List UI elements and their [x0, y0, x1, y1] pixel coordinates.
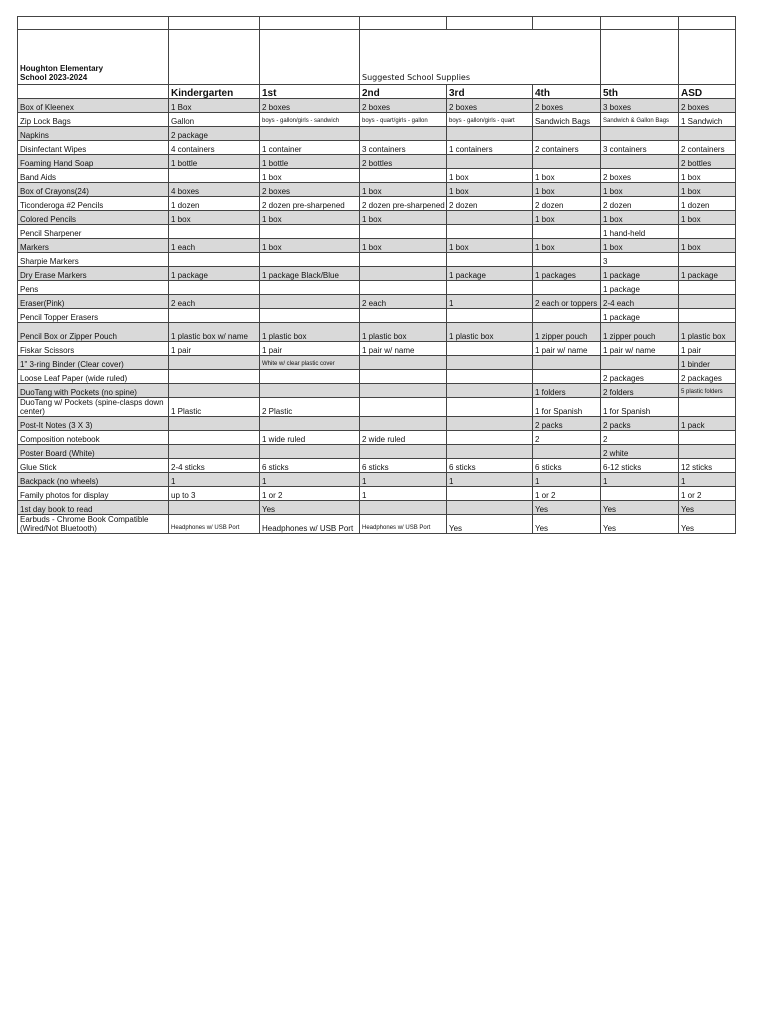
supply-item-label: Band Aids — [18, 169, 169, 183]
supply-item-label: Box of Kleenex — [18, 99, 169, 113]
grade-header: 5th — [601, 85, 679, 99]
table-row — [18, 417, 736, 431]
table-row — [18, 211, 736, 225]
supply-item-label: Box of Crayons(24) — [18, 183, 169, 197]
supply-quantity-cell: 2 dozen — [447, 197, 533, 211]
supply-quantity-cell: 1 box — [533, 239, 601, 253]
supply-quantity-cell: 1 binder — [679, 356, 736, 370]
supply-quantity-cell — [260, 309, 360, 323]
supply-quantity-cell: 1 each — [169, 239, 260, 253]
supply-quantity-cell: Yes — [601, 501, 679, 515]
supply-quantity-cell: 3 containers — [601, 141, 679, 155]
supply-quantity-cell: 1 pair w/ name — [360, 342, 447, 356]
supply-quantity-cell: 1 box — [447, 183, 533, 197]
supply-quantity-cell: 1 package — [447, 267, 533, 281]
supply-quantity-cell — [169, 309, 260, 323]
supply-quantity-cell: 1 box — [260, 169, 360, 183]
supply-quantity-cell — [679, 309, 736, 323]
supply-quantity-cell: Yes — [533, 501, 601, 515]
supply-quantity-cell: 1 box — [533, 183, 601, 197]
table-row — [18, 113, 736, 127]
supply-quantity-cell — [601, 487, 679, 501]
supply-item-label: Napkins — [18, 127, 169, 141]
supply-quantity-cell: 1 package Black/Blue — [260, 267, 360, 281]
supply-quantity-cell: 1 dozen — [679, 197, 736, 211]
supply-quantity-cell: 2 bottles — [679, 155, 736, 169]
supply-quantity-cell: 1 box — [447, 169, 533, 183]
supply-quantity-cell — [533, 281, 601, 295]
supply-quantity-cell: 1 box — [601, 183, 679, 197]
supply-quantity-cell — [169, 370, 260, 384]
supply-quantity-cell: 2 packs — [601, 417, 679, 431]
supply-quantity-cell: 1 pair — [260, 342, 360, 356]
table-row — [18, 99, 736, 113]
table-row — [18, 253, 736, 267]
supply-item-label: Ticonderoga #2 Pencils — [18, 197, 169, 211]
supply-quantity-cell — [601, 155, 679, 169]
spacer-row — [18, 17, 736, 30]
supply-quantity-cell: 1 package — [601, 309, 679, 323]
supply-quantity-cell — [679, 431, 736, 445]
supply-quantity-cell — [679, 225, 736, 239]
supply-item-label: Sharpie Markers — [18, 253, 169, 267]
supply-quantity-cell: 2 — [601, 431, 679, 445]
supply-quantity-cell: 2 dozen — [533, 197, 601, 211]
supply-quantity-cell: 2 boxes — [360, 99, 447, 113]
supply-item-label: Disinfectant Wipes — [18, 141, 169, 155]
supply-quantity-cell: 2 Plastic — [260, 398, 360, 417]
supply-quantity-cell — [360, 384, 447, 398]
supply-quantity-cell — [447, 127, 533, 141]
supply-table — [17, 16, 736, 534]
supply-item-label: Markers — [18, 239, 169, 253]
supply-quantity-cell — [169, 431, 260, 445]
supply-quantity-cell — [260, 417, 360, 431]
supply-quantity-cell — [260, 253, 360, 267]
supply-quantity-cell: Sandwich Bags — [533, 113, 601, 127]
supply-quantity-cell — [169, 501, 260, 515]
supply-quantity-cell — [447, 281, 533, 295]
supply-quantity-cell: 2 boxes — [260, 99, 360, 113]
supply-quantity-cell: 1 Sandwich — [679, 113, 736, 127]
supply-quantity-cell — [447, 309, 533, 323]
supply-quantity-cell: 1 box — [169, 211, 260, 225]
supply-quantity-cell: 4 containers — [169, 141, 260, 155]
table-row — [18, 459, 736, 473]
supply-quantity-cell: 1 zipper pouch — [533, 323, 601, 342]
supply-quantity-cell: Yes — [601, 515, 679, 534]
supply-quantity-cell: 1 box — [360, 183, 447, 197]
supply-quantity-cell — [360, 309, 447, 323]
supply-quantity-cell — [169, 281, 260, 295]
supply-item-label: 1" 3-ring Binder (Clear cover) — [18, 356, 169, 370]
supply-item-label: Pens — [18, 281, 169, 295]
supply-quantity-cell — [447, 225, 533, 239]
supply-quantity-cell — [447, 445, 533, 459]
table-row — [18, 323, 736, 342]
supply-quantity-cell: Headphones w/ USB Port — [260, 515, 360, 534]
supply-quantity-cell: 1 Box — [169, 99, 260, 113]
supply-quantity-cell — [260, 384, 360, 398]
supply-quantity-cell: 2 boxes — [260, 183, 360, 197]
table-row — [18, 239, 736, 253]
supply-quantity-cell: 1 box — [360, 211, 447, 225]
grade-header: 2nd — [360, 85, 447, 99]
supply-quantity-cell — [447, 155, 533, 169]
supply-quantity-cell: 1 plastic box — [360, 323, 447, 342]
supply-quantity-cell — [533, 356, 601, 370]
table-row — [18, 309, 736, 323]
supply-quantity-cell — [260, 370, 360, 384]
table-row — [18, 370, 736, 384]
grade-header: ASD — [679, 85, 736, 99]
table-row — [18, 295, 736, 309]
supply-quantity-cell: Gallon — [169, 113, 260, 127]
supply-quantity-cell: 1 container — [260, 141, 360, 155]
supply-quantity-cell: 1 or 2 — [679, 487, 736, 501]
supply-quantity-cell — [679, 253, 736, 267]
supply-quantity-cell: 1 dozen — [169, 197, 260, 211]
supply-quantity-cell: 6 sticks — [533, 459, 601, 473]
supply-item-label: Loose Leaf Paper (wide ruled) — [18, 370, 169, 384]
table-row — [18, 127, 736, 141]
supply-quantity-cell: boys - gallon/girls - sandwich — [260, 113, 360, 127]
supply-quantity-cell: 1 box — [679, 169, 736, 183]
supply-quantity-cell: 3 boxes — [601, 99, 679, 113]
grade-header: Kindergarten — [169, 85, 260, 99]
supply-quantity-cell: 1 for Spanish — [601, 398, 679, 417]
supply-quantity-cell: 1 — [447, 473, 533, 487]
supply-quantity-cell: Headphones w/ USB Port — [169, 515, 260, 534]
supply-quantity-cell: 1 box — [260, 211, 360, 225]
supply-quantity-cell — [360, 370, 447, 384]
supply-item-label: Dry Erase Markers — [18, 267, 169, 281]
table-row — [18, 225, 736, 239]
title-row — [18, 30, 736, 85]
supply-quantity-cell: 1 plastic box — [679, 323, 736, 342]
supply-quantity-cell: 2 packs — [533, 417, 601, 431]
supply-quantity-cell: 12 sticks — [679, 459, 736, 473]
supply-quantity-cell — [260, 225, 360, 239]
supply-quantity-cell: 2 boxes — [679, 99, 736, 113]
table-row — [18, 342, 736, 356]
supply-quantity-cell: 1 — [447, 295, 533, 309]
supply-quantity-cell — [533, 253, 601, 267]
supply-quantity-cell: 1 box — [447, 239, 533, 253]
school-name-line2: School 2023-2024 — [20, 73, 88, 82]
table-row — [18, 398, 736, 417]
supply-quantity-cell: 1 — [601, 473, 679, 487]
supply-item-label: Foaming Hand Soap — [18, 155, 169, 169]
supply-item-label: Earbuds - Chrome Book Compatible (Wired/Not Bluetooth) — [18, 515, 169, 534]
supply-quantity-cell — [360, 267, 447, 281]
supply-quantity-cell: 1 package — [601, 267, 679, 281]
supply-quantity-cell: 2 boxes — [601, 169, 679, 183]
supply-quantity-cell — [533, 127, 601, 141]
supply-quantity-cell — [360, 501, 447, 515]
supply-quantity-cell: 1 box — [679, 211, 736, 225]
supply-quantity-cell: 2 package — [169, 127, 260, 141]
supply-item-label: Pencil Sharpener — [18, 225, 169, 239]
supply-item-label: Pencil Box or Zipper Pouch — [18, 323, 169, 342]
supply-quantity-cell — [679, 398, 736, 417]
supply-item-label: Pencil Topper Erasers — [18, 309, 169, 323]
supply-quantity-cell: 1 box — [360, 239, 447, 253]
supply-quantity-cell — [447, 398, 533, 417]
supply-quantity-cell — [447, 501, 533, 515]
table-row — [18, 155, 736, 169]
supply-item-label: Fiskar Scissors — [18, 342, 169, 356]
supply-item-label: Zip Lock Bags — [18, 113, 169, 127]
supply-quantity-cell: 1 box — [679, 183, 736, 197]
supply-quantity-cell — [360, 445, 447, 459]
supply-quantity-cell: 1 plastic box — [260, 323, 360, 342]
supply-quantity-cell — [260, 281, 360, 295]
supply-quantity-cell — [679, 127, 736, 141]
supply-quantity-cell: 6 sticks — [260, 459, 360, 473]
supply-quantity-cell: 1 pair w/ name — [533, 342, 601, 356]
supply-quantity-cell: 1 — [679, 473, 736, 487]
supply-quantity-cell: 2 folders — [601, 384, 679, 398]
supply-quantity-cell: 2 white — [601, 445, 679, 459]
table-row — [18, 141, 736, 155]
supply-quantity-cell: 1 — [533, 473, 601, 487]
supply-quantity-cell: 1 — [260, 473, 360, 487]
supply-quantity-cell: 2 dozen pre-sharpened — [360, 197, 447, 211]
supply-quantity-cell: 1 plastic box — [447, 323, 533, 342]
supply-quantity-cell — [601, 127, 679, 141]
supply-quantity-cell: boys - quart/girls - gallon — [360, 113, 447, 127]
table-row — [18, 356, 736, 370]
supply-quantity-cell — [533, 445, 601, 459]
school-name-line1: Houghton Elementary — [20, 64, 104, 73]
supply-quantity-cell: 2 bottles — [360, 155, 447, 169]
supply-item-label: DuoTang with Pockets (no spine) — [18, 384, 169, 398]
table-row — [18, 384, 736, 398]
page-title: Suggested School Supplies — [360, 30, 601, 85]
supply-quantity-cell — [260, 445, 360, 459]
grade-header: 3rd — [447, 85, 533, 99]
supply-quantity-cell — [360, 417, 447, 431]
supply-quantity-cell — [260, 127, 360, 141]
supply-quantity-cell: Yes — [679, 515, 736, 534]
supply-quantity-cell: 3 containers — [360, 141, 447, 155]
supply-quantity-cell — [601, 356, 679, 370]
supply-quantity-cell: 1 — [360, 487, 447, 501]
supply-quantity-cell: 2 containers — [533, 141, 601, 155]
supply-quantity-cell: 1 box — [533, 211, 601, 225]
supply-quantity-cell — [360, 281, 447, 295]
supply-quantity-cell: 2 containers — [679, 141, 736, 155]
supply-item-label: Poster Board (White) — [18, 445, 169, 459]
supply-quantity-cell: Headphones w/ USB Port — [360, 515, 447, 534]
supply-quantity-cell — [679, 281, 736, 295]
supply-quantity-cell: 1 Plastic — [169, 398, 260, 417]
table-row — [18, 515, 736, 534]
supply-quantity-cell: 2 dozen pre-sharpened — [260, 197, 360, 211]
supply-quantity-cell: 1 pair w/ name — [601, 342, 679, 356]
supply-quantity-cell — [169, 417, 260, 431]
supply-quantity-cell: 2 wide ruled — [360, 431, 447, 445]
supply-quantity-cell: 1 or 2 — [533, 487, 601, 501]
supply-quantity-cell: 1 box — [601, 239, 679, 253]
supply-quantity-cell: Yes — [679, 501, 736, 515]
supply-quantity-cell: 1 — [169, 473, 260, 487]
supply-quantity-cell — [679, 445, 736, 459]
supply-quantity-cell: 1 box — [601, 211, 679, 225]
table-row — [18, 281, 736, 295]
school-name — [18, 30, 169, 85]
supply-quantity-cell — [533, 155, 601, 169]
supply-quantity-cell — [360, 225, 447, 239]
supply-quantity-cell — [447, 370, 533, 384]
supply-quantity-cell: 1 box — [679, 239, 736, 253]
grade-header: 4th — [533, 85, 601, 99]
supply-quantity-cell — [169, 384, 260, 398]
supply-item-label: Backpack (no wheels) — [18, 473, 169, 487]
supply-quantity-cell — [447, 342, 533, 356]
supply-quantity-cell: 1 packages — [533, 267, 601, 281]
grade-header: 1st — [260, 85, 360, 99]
supply-item-label: DuoTang w/ Pockets (spine-clasps down center) — [18, 398, 169, 417]
supply-quantity-cell — [360, 253, 447, 267]
supply-quantity-cell — [169, 445, 260, 459]
supply-quantity-cell: Yes — [533, 515, 601, 534]
supply-quantity-cell: 1 containers — [447, 141, 533, 155]
supply-quantity-cell — [447, 384, 533, 398]
supply-quantity-cell — [533, 370, 601, 384]
supply-quantity-cell — [447, 417, 533, 431]
supply-quantity-cell: 1 pair — [679, 342, 736, 356]
supply-item-label: Composition notebook — [18, 431, 169, 445]
supply-quantity-cell — [260, 295, 360, 309]
supply-quantity-cell — [533, 309, 601, 323]
supply-quantity-cell: 1 package — [679, 267, 736, 281]
supply-quantity-cell: 1 bottle — [169, 155, 260, 169]
supply-quantity-cell: 3 — [601, 253, 679, 267]
supply-item-label: Eraser(Pink) — [18, 295, 169, 309]
supply-quantity-cell: 2 packages — [679, 370, 736, 384]
supply-quantity-cell — [169, 225, 260, 239]
item-column-header — [18, 85, 169, 99]
table-row — [18, 197, 736, 211]
supply-quantity-cell: 1 bottle — [260, 155, 360, 169]
supply-quantity-cell: Sandwich & Gallon Bags — [601, 113, 679, 127]
supply-quantity-cell: 1 or 2 — [260, 487, 360, 501]
supply-item-label: 1st day book to read — [18, 501, 169, 515]
table-row — [18, 501, 736, 515]
supply-quantity-cell: 1 box — [533, 169, 601, 183]
table-row — [18, 473, 736, 487]
supply-quantity-cell: White w/ clear plastic cover — [260, 356, 360, 370]
supply-quantity-cell: 5 plastic folders — [679, 384, 736, 398]
supply-quantity-cell: 1 package — [601, 281, 679, 295]
table-row — [18, 267, 736, 281]
supply-quantity-cell: 2 — [533, 431, 601, 445]
supply-quantity-cell: 1 — [360, 473, 447, 487]
supply-quantity-cell: 1 box — [260, 239, 360, 253]
supply-quantity-cell: 6 sticks — [447, 459, 533, 473]
supply-quantity-cell — [447, 211, 533, 225]
supply-quantity-cell: 1 for Spanish — [533, 398, 601, 417]
supply-quantity-cell — [447, 356, 533, 370]
supply-quantity-cell: 2 boxes — [533, 99, 601, 113]
table-row — [18, 169, 736, 183]
supply-quantity-cell — [360, 169, 447, 183]
supply-quantity-cell: 1 folders — [533, 384, 601, 398]
supply-quantity-cell: 6 sticks — [360, 459, 447, 473]
supply-quantity-cell: up to 3 — [169, 487, 260, 501]
supply-quantity-cell: 1 pair — [169, 342, 260, 356]
table-row — [18, 431, 736, 445]
supply-quantity-cell: 1 zipper pouch — [601, 323, 679, 342]
supply-quantity-cell: 6-12 sticks — [601, 459, 679, 473]
supply-quantity-cell: 2 packages — [601, 370, 679, 384]
supply-item-label: Colored Pencils — [18, 211, 169, 225]
supply-item-label: Post-It Notes (3 X 3) — [18, 417, 169, 431]
supply-quantity-cell: 1 package — [169, 267, 260, 281]
supply-quantity-cell: 1 plastic box w/ name — [169, 323, 260, 342]
supply-quantity-cell — [447, 253, 533, 267]
table-row — [18, 445, 736, 459]
supply-quantity-cell — [447, 431, 533, 445]
supply-quantity-cell — [169, 253, 260, 267]
supply-quantity-cell: 1 hand-held — [601, 225, 679, 239]
table-row — [18, 183, 736, 197]
supply-quantity-cell — [533, 225, 601, 239]
supply-item-label: Glue Stick — [18, 459, 169, 473]
supply-quantity-cell: Yes — [260, 501, 360, 515]
supply-quantity-cell: Yes — [447, 515, 533, 534]
supply-quantity-cell: 2 each or toppers — [533, 295, 601, 309]
supply-quantity-cell — [360, 356, 447, 370]
supply-quantity-cell — [360, 127, 447, 141]
supply-quantity-cell — [360, 398, 447, 417]
supply-quantity-cell: 2 boxes — [447, 99, 533, 113]
supply-quantity-cell: 2 dozen — [601, 197, 679, 211]
supply-quantity-cell: 2 each — [360, 295, 447, 309]
table-row — [18, 487, 736, 501]
supply-quantity-cell — [169, 356, 260, 370]
supply-quantity-cell: 4 boxes — [169, 183, 260, 197]
supply-quantity-cell — [679, 295, 736, 309]
supply-quantity-cell: 1 pack — [679, 417, 736, 431]
supply-quantity-cell: 2 each — [169, 295, 260, 309]
supply-quantity-cell: 2-4 sticks — [169, 459, 260, 473]
supply-item-label: Family photos for display — [18, 487, 169, 501]
grade-header-row — [18, 85, 736, 99]
supply-quantity-cell: boys - gallon/girls - quart — [447, 113, 533, 127]
supply-quantity-cell — [447, 487, 533, 501]
supply-quantity-cell: 1 wide ruled — [260, 431, 360, 445]
supply-quantity-cell: 2-4 each — [601, 295, 679, 309]
supply-quantity-cell — [169, 169, 260, 183]
